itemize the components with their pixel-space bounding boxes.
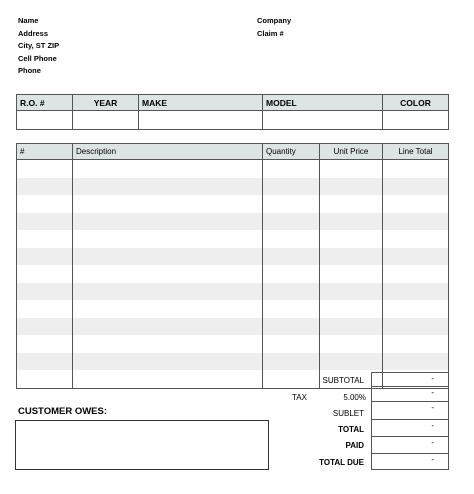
description-cell[interactable] (73, 265, 263, 283)
line-total-cell[interactable] (383, 353, 449, 371)
total-due-amount: - (431, 455, 434, 464)
tax-value[interactable] (371, 387, 449, 402)
company-info-labels (257, 15, 291, 40)
item-number-cell[interactable] (17, 370, 73, 388)
line-total-cell[interactable] (383, 300, 449, 318)
line-total-cell[interactable] (383, 248, 449, 266)
total-label: TOTAL (338, 425, 364, 434)
customer-info-labels (18, 15, 59, 78)
description-cell[interactable] (73, 353, 263, 371)
customer-owes-box[interactable] (15, 420, 269, 470)
unit-price-cell[interactable] (320, 230, 383, 248)
make-cell[interactable] (139, 111, 263, 130)
line-item-row (17, 160, 449, 178)
line-item-row (17, 213, 449, 231)
quantity-cell[interactable] (263, 178, 320, 196)
ro-number-header: R.O. # (17, 95, 73, 111)
line-total-cell[interactable] (383, 213, 449, 231)
unit-price-cell[interactable] (320, 265, 383, 283)
line-total-cell[interactable] (383, 265, 449, 283)
line-item-row (17, 283, 449, 301)
cell-phone-label: Cell Phone (18, 53, 57, 63)
line-item-row (17, 230, 449, 248)
line-items-table (16, 143, 449, 389)
description-cell[interactable] (73, 195, 263, 213)
line-total-cell[interactable] (383, 335, 449, 353)
item-number-cell[interactable] (17, 195, 73, 213)
quantity-cell[interactable] (263, 353, 320, 371)
quantity-cell[interactable] (263, 248, 320, 266)
unit-price-cell[interactable] (320, 178, 383, 196)
item-number-header: # (17, 144, 73, 160)
quantity-cell[interactable] (263, 370, 320, 388)
year-header: YEAR (73, 95, 139, 111)
item-number-cell[interactable] (17, 353, 73, 371)
sublet-amount: - (431, 403, 434, 412)
color-header: COLOR (383, 95, 449, 111)
unit-price-cell[interactable] (320, 160, 383, 178)
unit-price-cell[interactable] (320, 353, 383, 371)
tax-amount: - (431, 388, 434, 397)
total-due-label: TOTAL DUE (319, 458, 364, 467)
line-total-cell[interactable] (383, 195, 449, 213)
name-label: Name (18, 16, 39, 25)
subtotal-amount: - (431, 374, 434, 383)
total-due-value[interactable] (371, 454, 449, 470)
quantity-cell[interactable] (263, 265, 320, 283)
city-state-zip-label: City, ST ZIP (18, 41, 60, 50)
vehicle-table-header (17, 95, 449, 111)
item-number-cell[interactable] (17, 283, 73, 301)
item-number-cell[interactable] (17, 178, 73, 196)
item-number-cell[interactable] (17, 248, 73, 266)
description-cell[interactable] (73, 160, 263, 178)
item-number-cell[interactable] (17, 213, 73, 231)
line-item-row (17, 300, 449, 318)
item-number-cell[interactable] (17, 265, 73, 283)
total-amount: - (431, 421, 434, 430)
unit-price-cell[interactable] (320, 335, 383, 353)
line-item-row (17, 265, 449, 283)
quantity-cell[interactable] (263, 335, 320, 353)
description-cell[interactable] (73, 230, 263, 248)
vehicle-table (16, 94, 449, 130)
line-total-cell[interactable] (383, 160, 449, 178)
line-total-cell[interactable] (383, 318, 449, 336)
quantity-cell[interactable] (263, 283, 320, 301)
line-item-row (17, 353, 449, 371)
quantity-cell[interactable] (263, 160, 320, 178)
quantity-cell[interactable] (263, 318, 320, 336)
vehicle-table-row (17, 111, 449, 130)
unit-price-cell[interactable] (320, 318, 383, 336)
line-item-row (17, 335, 449, 353)
description-cell[interactable] (73, 335, 263, 353)
quantity-cell[interactable] (263, 230, 320, 248)
unit-price-header: Unit Price (320, 144, 383, 160)
item-number-cell[interactable] (17, 318, 73, 336)
subtotal-label: SUBTOTAL (322, 376, 364, 385)
line-total-cell[interactable] (383, 178, 449, 196)
line-item-row (17, 318, 449, 336)
description-cell[interactable] (73, 318, 263, 336)
quantity-cell[interactable] (263, 300, 320, 318)
quantity-cell[interactable] (263, 213, 320, 231)
line-total-header: Line Total (383, 144, 449, 160)
paid-value[interactable] (371, 437, 449, 454)
line-total-cell[interactable] (383, 283, 449, 301)
description-cell[interactable] (73, 300, 263, 318)
claim-number-label: Claim # (257, 28, 284, 38)
ro-number-cell[interactable] (17, 111, 73, 130)
description-cell[interactable] (73, 213, 263, 231)
customer-owes-label: CUSTOMER OWES: (18, 406, 108, 417)
paid-label: PAID (345, 441, 364, 450)
description-header: Description (73, 144, 263, 160)
unit-price-cell[interactable] (320, 300, 383, 318)
line-items-body (17, 160, 449, 389)
paid-amount: - (431, 438, 434, 447)
item-number-cell[interactable] (17, 300, 73, 318)
quantity-cell[interactable] (263, 195, 320, 213)
quantity-header: Quantity (263, 144, 320, 160)
item-number-cell[interactable] (17, 335, 73, 353)
address-label: Address (18, 28, 49, 38)
description-cell[interactable] (73, 370, 263, 388)
item-number-cell[interactable] (17, 160, 73, 178)
unit-price-cell[interactable] (320, 248, 383, 266)
phone-label: Phone (18, 66, 41, 75)
make-header: MAKE (139, 95, 263, 111)
line-item-row (17, 178, 449, 196)
total-value[interactable] (371, 420, 449, 437)
sublet-label: SUBLET (332, 409, 364, 418)
color-cell[interactable] (383, 111, 449, 130)
subtotal-value[interactable] (371, 372, 449, 387)
description-cell[interactable] (73, 283, 263, 301)
sublet-value[interactable] (371, 402, 449, 420)
line-total-cell[interactable] (383, 230, 449, 248)
description-cell[interactable] (73, 248, 263, 266)
unit-price-cell[interactable] (320, 195, 383, 213)
model-cell[interactable] (263, 111, 383, 130)
unit-price-cell[interactable] (320, 213, 383, 231)
model-header: MODEL (263, 95, 383, 111)
line-items-header (17, 144, 449, 160)
company-label: Company (257, 16, 292, 25)
description-cell[interactable] (73, 178, 263, 196)
tax-rate: 5.00% (343, 393, 366, 402)
tax-label: TAX (292, 393, 307, 402)
year-cell[interactable] (73, 111, 139, 130)
line-item-row (17, 195, 449, 213)
line-item-row (17, 248, 449, 266)
item-number-cell[interactable] (17, 230, 73, 248)
unit-price-cell[interactable] (320, 283, 383, 301)
